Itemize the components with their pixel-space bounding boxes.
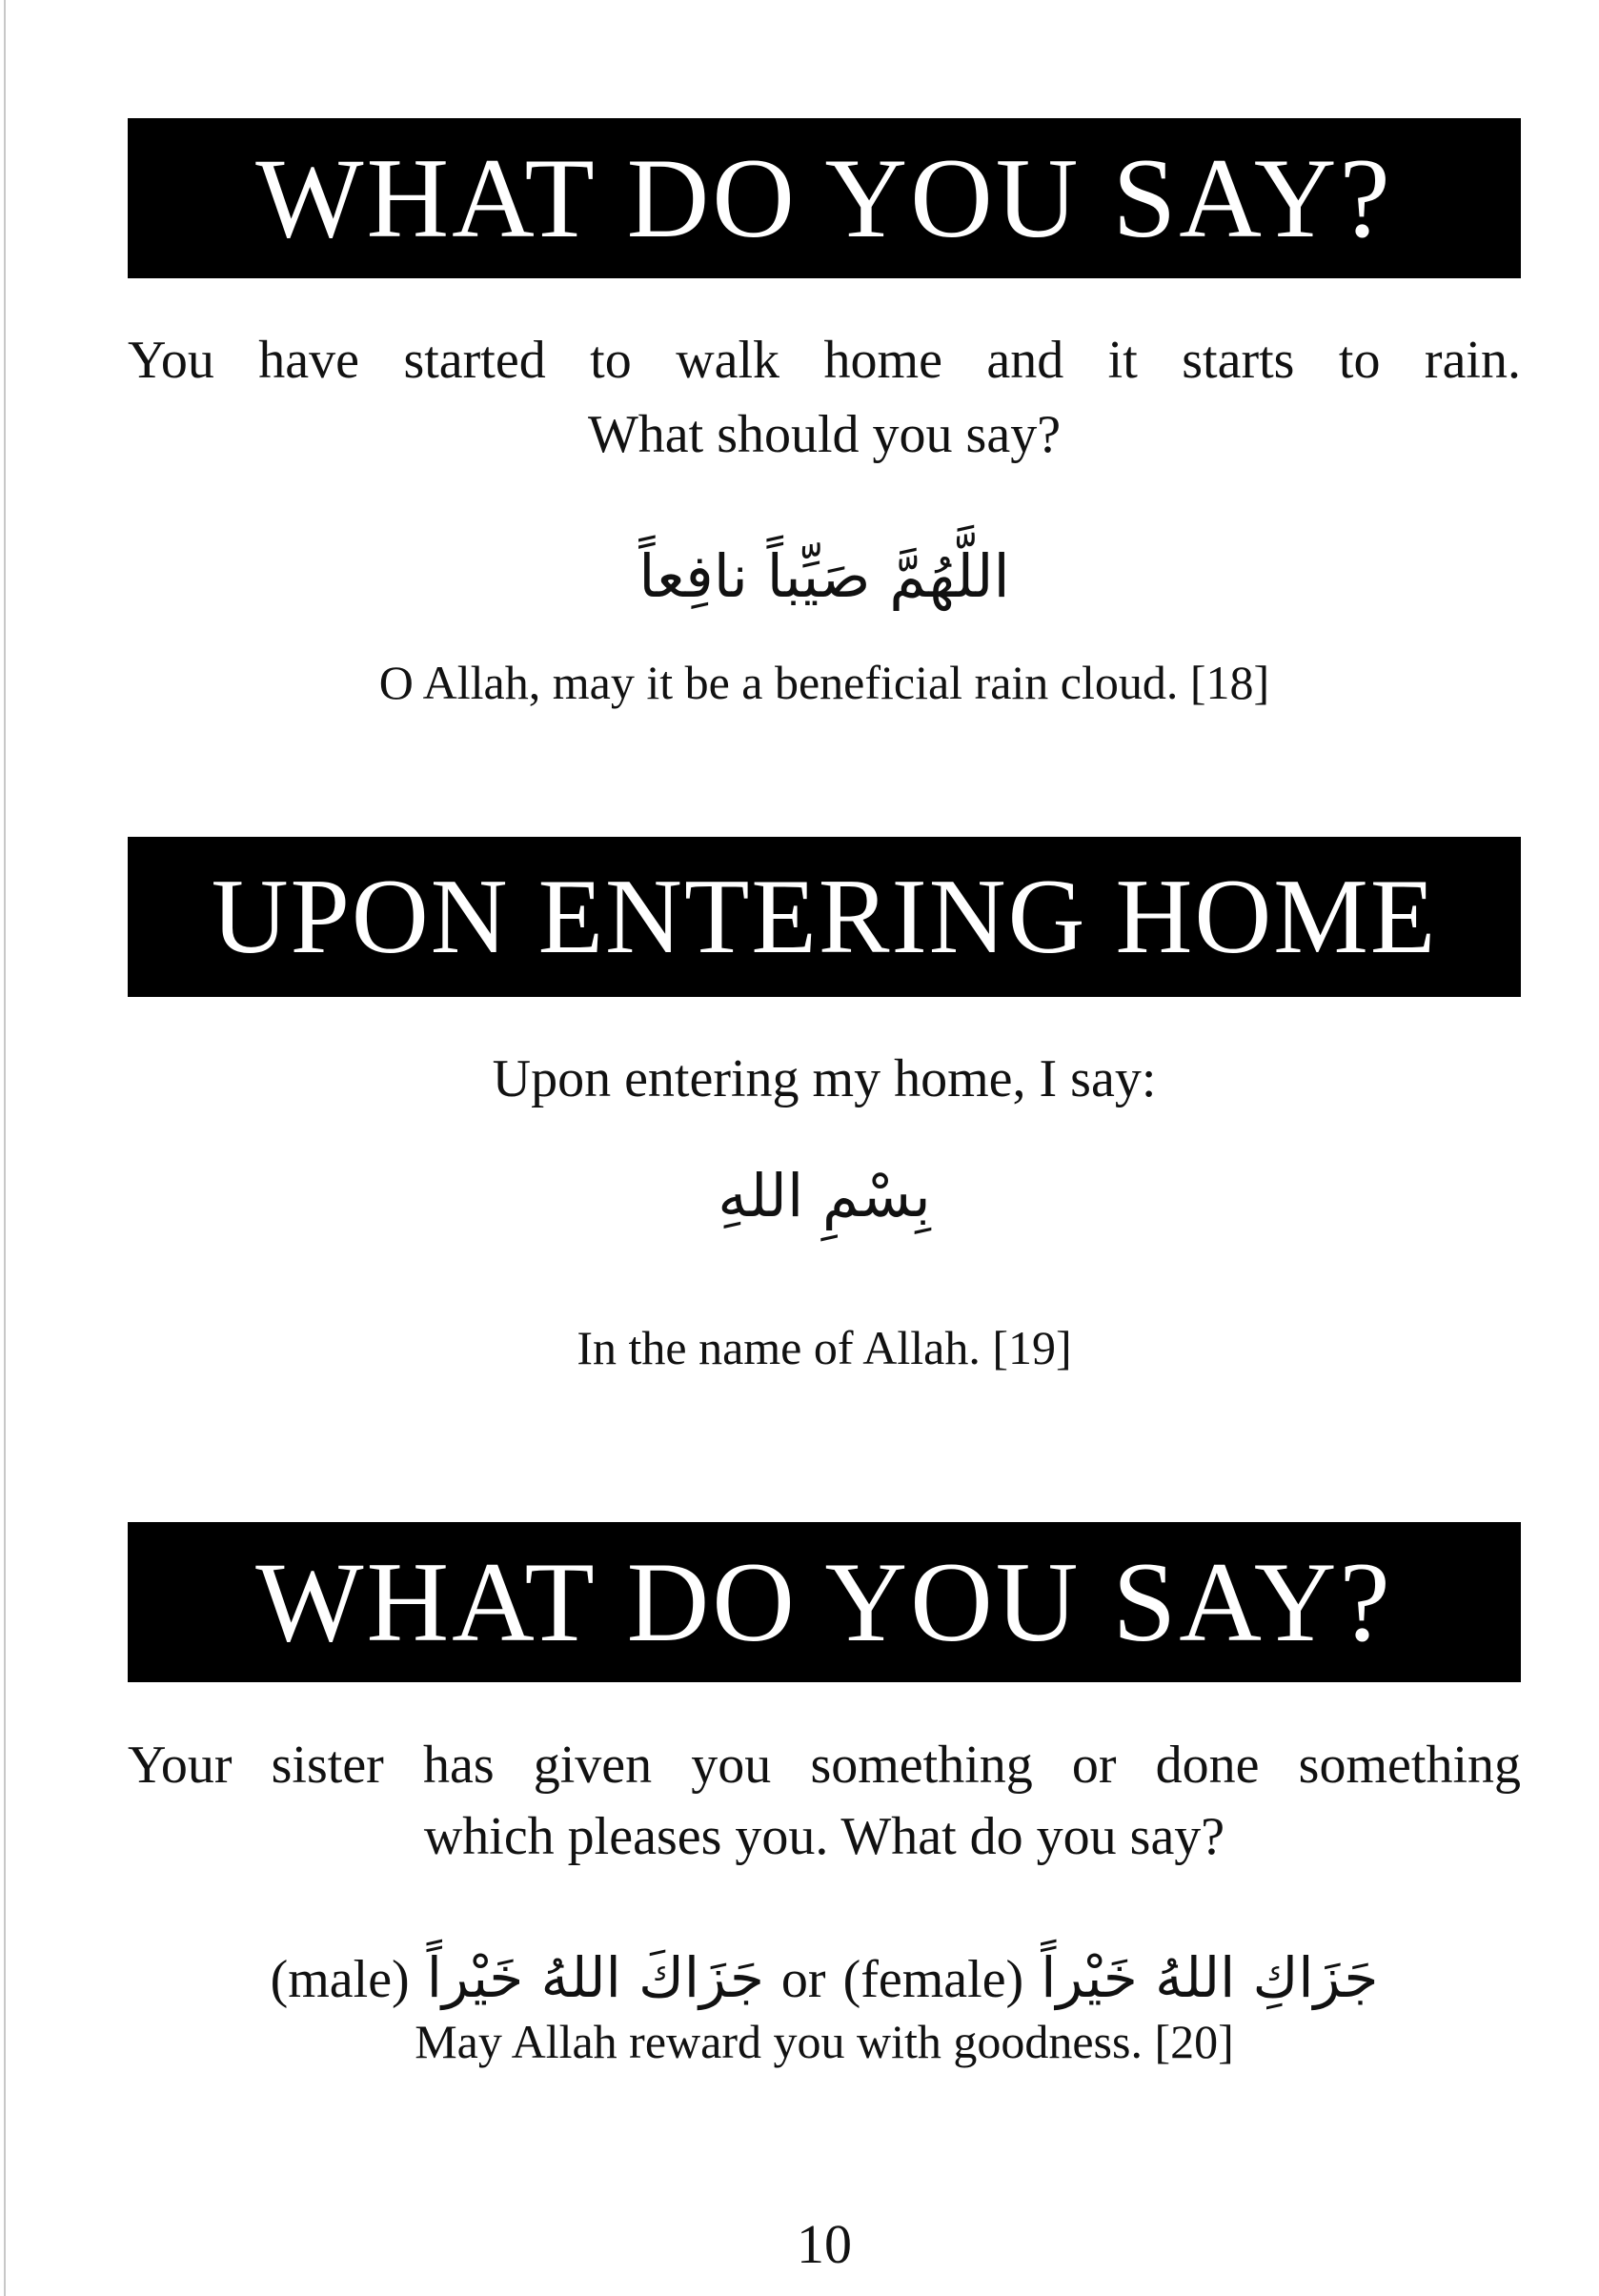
section-heading-entering-home: UPON ENTERING HOME xyxy=(128,837,1521,997)
female-label: (female) xyxy=(842,1950,1024,2009)
gratitude-dua-row xyxy=(128,1935,1521,2022)
or-label: or xyxy=(780,1950,826,2009)
page-edge xyxy=(4,0,6,2296)
rain-question-line-1: You have started to walk home and it starts to rain. xyxy=(128,331,1521,390)
gratitude-dua-translation: May Allah reward you with goodness. [20] xyxy=(415,2015,1234,2068)
section-heading-gratitude: WHAT DO YOU SAY? xyxy=(128,1522,1521,1682)
rain-dua-translation: O Allah, may it be a beneficial rain cloud. [18] xyxy=(378,656,1270,709)
page-number: 10 xyxy=(797,2213,852,2275)
rain-dua-arabic: اللَّهُمَّ صَيِّباً نافِعاً xyxy=(638,541,1010,611)
gratitude-question-line-1: Your sister has given you something or done something xyxy=(128,1736,1521,1795)
gratitude-question-line-2: which pleases you. What do you say? xyxy=(423,1807,1225,1866)
section-heading-rain: WHAT DO YOU SAY? xyxy=(128,118,1521,278)
gratitude-dua-female-arabic: جَزَاكِ اللهُ خَيْراً xyxy=(1041,1945,1379,2010)
rain-question-line-2: What should you say? xyxy=(587,405,1062,464)
entering-home-prompt: Upon entering my home, I say: xyxy=(492,1049,1157,1108)
entering-home-dua-arabic: بِسْمِ اللهِ xyxy=(718,1161,931,1230)
gratitude-dua-male-arabic: جَزَاكَ اللهُ خَيْراً xyxy=(426,1945,764,2010)
entering-home-dua-translation: In the name of Allah. [19] xyxy=(577,1321,1072,1374)
male-label: (male) xyxy=(270,1950,410,2009)
